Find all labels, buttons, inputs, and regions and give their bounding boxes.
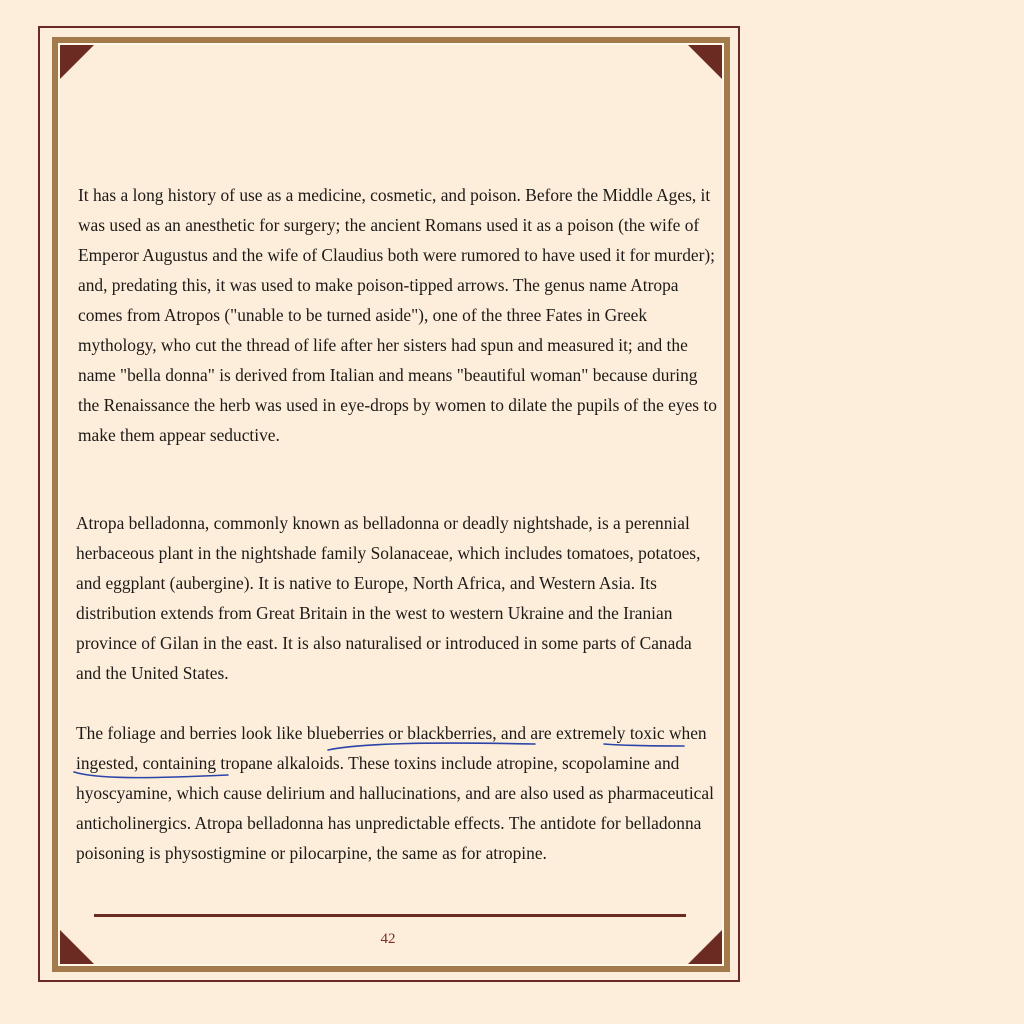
corner-ornament-top-left [60,45,94,79]
corner-ornament-bottom-right [688,930,722,964]
paragraph-toxicity: The foliage and berries look like blueberries or blackberries, and are extremely toxic when ingested, containing tropane alkaloids. These toxins include atropine, scopolamine and hyoscyamine, which cause delirium and hallucinations, and are also used as pharmaceutical anticholinergics. Atropa belladonna has unpredictable effects. The antidote for belladonna poisoning is physostigmine or pilocarpine, the same as for atropine. [76,723,714,863]
page-number: 42 [380,931,396,947]
paragraph-history: It has a long history of use as a medicine, cosmetic, and poison. Before the Middle Ages, it was used as an anesthetic for surgery; the ancient Romans used it as a poison (the wife of Emperor Augustus and the wife of Claudius both were rumored to have used it for murder); and, predating this, it was used to make poison-tipped arrows. The genus name Atropa comes from Atropos ("unable to be turned aside"), one of the three Fates in Greek mythology, who cut the thread of life after her sisters had spun and measured it; and the name "bella donna" is derived from Italian and means "beautiful woman" because during the Renaissance the herb was used in eye-drops by women to dilate the pupils of the eyes to make them appear seductive. [78,185,717,445]
footer-rule [94,914,686,917]
paragraph-description: Atropa belladonna, commonly known as belladonna or deadly nightshade, is a perennial herbaceous plant in the nightshade family Solanaceae, which includes tomatoes, potatoes, and eggplant (aubergine). It is native to Europe, North Africa, and Western Asia. Its distribution extends from Great Britain in the west to western Ukraine and the Iranian province of Gilan in the east. It is also naturalised or introduced in some parts of Canada and the United States. [76,513,701,683]
corner-ornament-bottom-left [60,930,94,964]
corner-ornament-top-right [688,45,722,79]
